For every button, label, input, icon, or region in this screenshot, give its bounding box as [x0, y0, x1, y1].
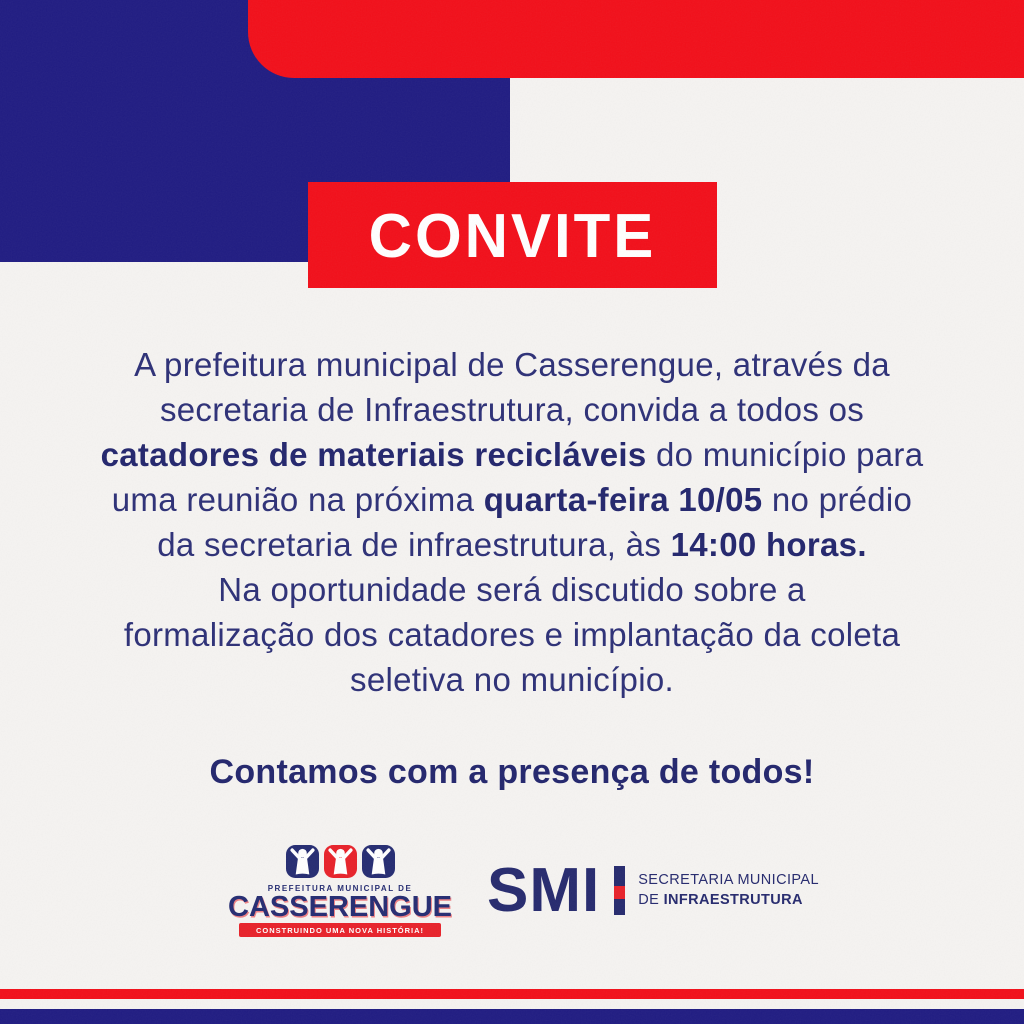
- person-tile-icon: [324, 845, 357, 878]
- person-tile-icon: [362, 845, 395, 878]
- prefeitura-casserengue-logo: [228, 845, 452, 937]
- red-top-bar-shape: [248, 0, 1024, 78]
- smi-divider-bar: [614, 866, 625, 915]
- slogan-ribbon: [239, 923, 441, 937]
- people-tiles: [286, 845, 395, 878]
- invitation-line: da secretaria de infraestrutura, às 14:00 horas.: [157, 526, 867, 563]
- convite-banner: [308, 182, 717, 288]
- city-name: CASSERENGUE: [228, 891, 452, 923]
- bottom-navy-stripe: [0, 1009, 1024, 1024]
- smi-acronym: SMI: [487, 856, 601, 925]
- smi-logo: [487, 856, 819, 925]
- invitation-line: A prefeitura municipal de Casserengue, através da: [134, 346, 890, 383]
- closing-line: Contamos com a presença de todos!: [209, 753, 815, 791]
- bottom-red-stripe: [0, 989, 1024, 999]
- slogan-text: CONSTRUINDO UMA NOVA HISTÓRIA!: [255, 925, 425, 935]
- invitation-line: Na oportunidade será discutido sobre a: [218, 571, 806, 608]
- prefeitura-label: PREFEITURA MUNICIPAL DE: [267, 884, 413, 893]
- invitation-line: uma reunião na próxima quarta-feira 10/05 no prédio: [111, 481, 913, 518]
- invitation-line: secretaria de Infraestrutura, convida a todos os: [159, 391, 865, 428]
- invitation-line: seletiva no município.: [350, 661, 674, 698]
- smi-department-name: SECRETARIA MUNICIPAL DE INFRAESTRUTURA: [638, 872, 819, 908]
- invitation-line: catadores de materiais recicláveis do município para: [100, 436, 924, 473]
- invitation-text: [0, 342, 1024, 702]
- convite-title: CONVITE: [368, 200, 657, 270]
- invitation-line: formalização dos catadores e implantação da coleta: [123, 616, 901, 653]
- person-tile-icon: [286, 845, 319, 878]
